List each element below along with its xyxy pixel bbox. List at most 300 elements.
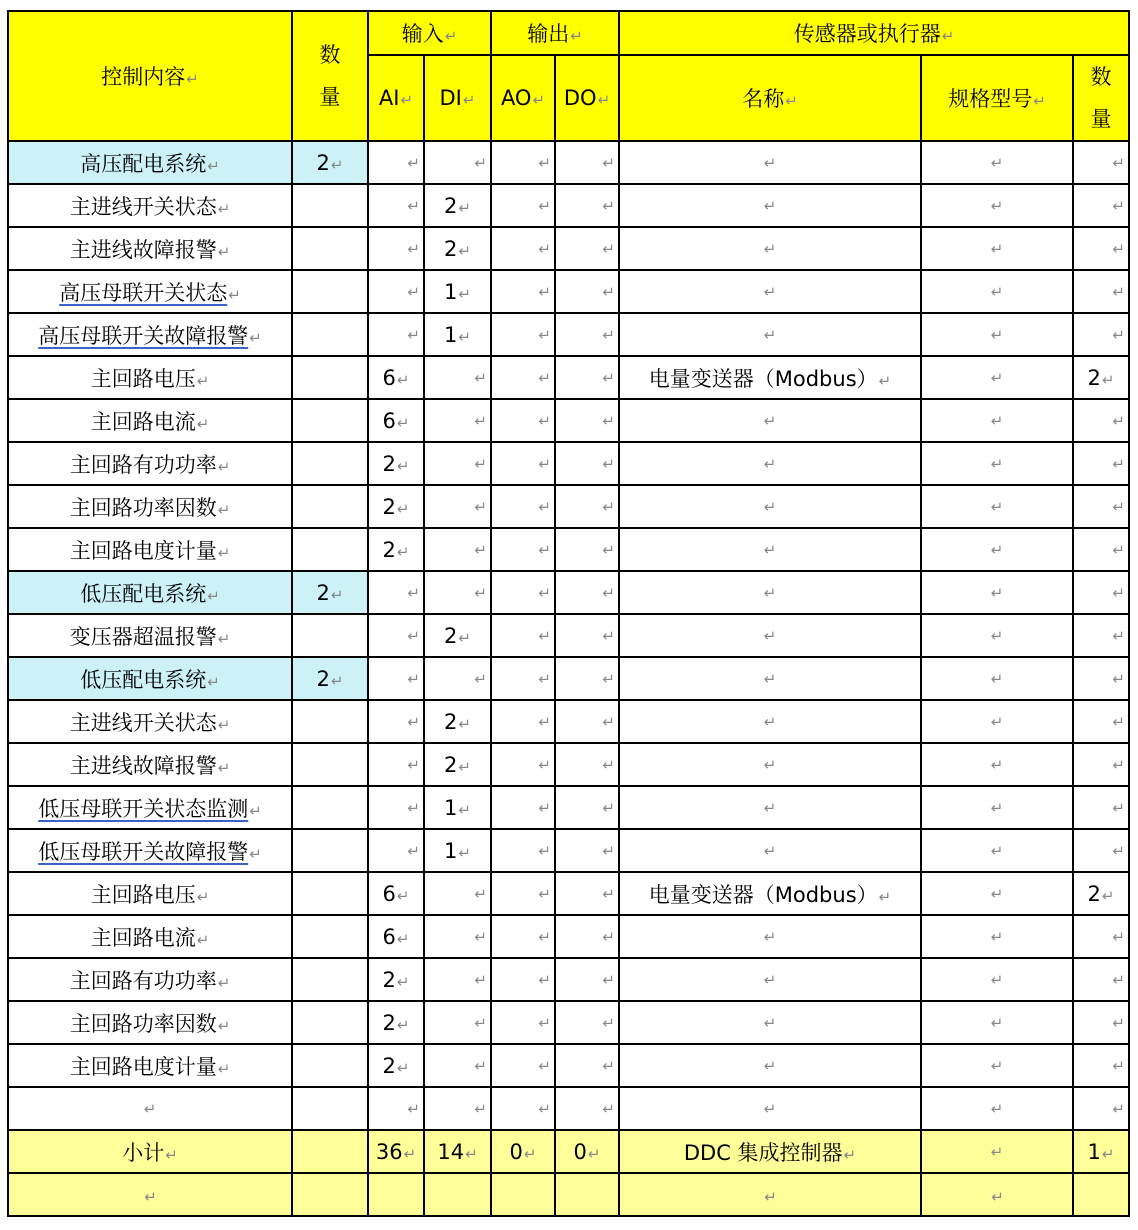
paragraph-mark: ↵ [990, 712, 1004, 731]
paragraph-mark: ↵ [196, 930, 210, 949]
sensor-quantity-cell [1073, 786, 1129, 829]
di-cell [424, 184, 491, 227]
control-cell [8, 1087, 292, 1130]
paragraph-mark: ↵ [602, 196, 615, 215]
paragraph-mark: ↵ [474, 454, 487, 473]
control-cell [8, 743, 292, 786]
header-control-content: 控制内容↵ [8, 11, 292, 141]
table-row [8, 1087, 1129, 1130]
paragraph-mark: ↵ [396, 542, 410, 561]
ai-cell-text: 6 [382, 881, 396, 906]
spec-cell [921, 614, 1073, 657]
ao-cell [491, 958, 555, 1001]
sensor-name-cell [619, 657, 921, 700]
do-cell [555, 141, 619, 184]
paragraph-mark: ↵ [538, 884, 551, 903]
paragraph-mark: ↵ [1101, 1144, 1115, 1163]
spec-cell [921, 399, 1073, 442]
paragraph-mark: ↵ [1112, 669, 1125, 688]
paragraph-mark: ↵ [1112, 712, 1125, 731]
quantity-cell [292, 700, 368, 743]
sensor-quantity-cell [1073, 571, 1129, 614]
ao-cell [491, 485, 555, 528]
paragraph-mark: ↵ [538, 325, 551, 344]
ao-cell [491, 528, 555, 571]
paragraph-mark: ↵ [602, 153, 615, 172]
control-cell [8, 915, 292, 958]
di-cell [424, 270, 491, 313]
table-row [8, 915, 1129, 958]
control-cell [8, 1001, 292, 1044]
control-cell [8, 184, 292, 227]
do-cell [555, 313, 619, 356]
sensor-name-cell-text: 电量变送器（Modbus） [648, 366, 878, 391]
quantity-cell-text: 2 [316, 580, 330, 605]
paragraph-mark: ↵ [407, 841, 420, 860]
control-cell [8, 872, 292, 915]
paragraph-mark: ↵ [602, 583, 615, 602]
control-cell [8, 485, 292, 528]
do-cell [555, 442, 619, 485]
spec-cell [921, 1130, 1073, 1173]
control-cell-text: 主回路功率因数 [69, 495, 217, 520]
control-cell-text: 主回路电压 [90, 882, 196, 907]
ai-cell [368, 657, 424, 700]
control-cell-text: 主进线开关状态 [69, 710, 217, 735]
paragraph-mark: ↵ [878, 371, 892, 390]
sensor-quantity-cell-text: 2 [1087, 881, 1101, 906]
subtotal-row [8, 1130, 1129, 1173]
paragraph-mark: ↵ [207, 672, 220, 691]
spec-cell [921, 485, 1073, 528]
ai-cell [368, 1044, 424, 1087]
di-cell [424, 829, 491, 872]
paragraph-mark: ↵ [990, 669, 1004, 688]
quantity-cell [292, 227, 368, 270]
paragraph-mark: ↵ [990, 497, 1004, 516]
do-cell [555, 958, 619, 1001]
do-cell [555, 614, 619, 657]
paragraph-mark: ↵ [538, 755, 551, 774]
paragraph-mark: ↵ [538, 669, 551, 688]
ao-cell [491, 184, 555, 227]
paragraph-mark: ↵ [538, 239, 551, 258]
paragraph-mark: ↵ [763, 411, 777, 430]
sensor-quantity-cell [1073, 915, 1129, 958]
control-cell-text: 高压母联开关状态 [59, 280, 228, 305]
ai-cell-text: 2 [382, 451, 396, 476]
table-row [8, 399, 1129, 442]
paragraph-mark: ↵ [1112, 626, 1125, 645]
paragraph-mark: ↵ [1112, 1099, 1125, 1118]
di-cell [424, 1173, 491, 1216]
table-row [8, 227, 1129, 270]
paragraph-mark: ↵ [407, 755, 420, 774]
sensor-quantity-cell [1073, 657, 1129, 700]
spec-cell [921, 743, 1073, 786]
paragraph-mark: ↵ [1112, 153, 1125, 172]
sensor-name-cell [619, 399, 921, 442]
paragraph-mark: ↵ [538, 368, 551, 387]
ai-cell [368, 313, 424, 356]
paragraph-mark: ↵ [538, 626, 551, 645]
quantity-cell [292, 399, 368, 442]
paragraph-mark: ↵ [990, 282, 1004, 301]
control-cell [8, 786, 292, 829]
control-cell-text: 主回路电度计量 [69, 538, 217, 563]
ai-cell-text: 2 [382, 537, 396, 562]
paragraph-mark: ↵ [763, 970, 777, 989]
do-cell [555, 1001, 619, 1044]
ao-cell [491, 1087, 555, 1130]
paragraph-mark: ↵ [538, 1099, 551, 1118]
quantity-cell [292, 184, 368, 227]
ai-cell [368, 270, 424, 313]
paragraph-mark: ↵ [474, 1056, 487, 1075]
ai-cell-text: 2 [382, 494, 396, 519]
paragraph-mark: ↵ [396, 886, 410, 905]
paragraph-mark: ↵ [602, 497, 615, 516]
ai-cell [368, 227, 424, 270]
quantity-cell-text: 2 [316, 150, 330, 175]
sensor-quantity-cell [1073, 313, 1129, 356]
di-cell [424, 485, 491, 528]
do-cell [555, 829, 619, 872]
do-cell [555, 915, 619, 958]
paragraph-mark: ↵ [1112, 196, 1125, 215]
paragraph-mark: ↵ [1112, 1056, 1125, 1075]
ao-cell [491, 700, 555, 743]
di-cell-text: 2 [444, 623, 458, 648]
sensor-name-cell [619, 184, 921, 227]
control-cell-text: 主回路电度计量 [69, 1054, 217, 1079]
ai-cell [368, 571, 424, 614]
paragraph-mark: ↵ [217, 1059, 231, 1078]
table-row [8, 485, 1129, 528]
paragraph-mark: ↵ [1101, 370, 1115, 389]
paragraph-mark: ↵ [990, 1099, 1004, 1118]
paragraph-mark: ↵ [763, 712, 777, 731]
paragraph-mark: ↵ [217, 629, 231, 648]
sensor-quantity-cell [1073, 1173, 1129, 1216]
blank-row [8, 1173, 1129, 1216]
quantity-cell [292, 872, 368, 915]
sensor-quantity-cell [1073, 184, 1129, 227]
control-cell-text: 高压母联开关故障报警 [38, 323, 249, 348]
sensor-name-cell [619, 958, 921, 1001]
ai-cell-text: 2 [382, 1010, 396, 1035]
paragraph-mark: ↵ [1112, 1013, 1125, 1032]
paragraph-mark: ↵ [1112, 755, 1125, 774]
paragraph-mark: ↵ [538, 798, 551, 817]
paragraph-mark: ↵ [538, 497, 551, 516]
paragraph-mark: ↵ [587, 1144, 601, 1163]
paragraph-mark: ↵ [990, 626, 1004, 645]
control-cell-text: 主回路电流 [90, 925, 196, 950]
paragraph-mark: ↵ [990, 884, 1004, 903]
control-cell-text: 主进线故障报警 [69, 237, 217, 262]
paragraph-mark: ↵ [763, 626, 777, 645]
paragraph-mark: ↵ [217, 973, 231, 992]
sensor-name-cell [619, 571, 921, 614]
sensor-quantity-cell [1073, 399, 1129, 442]
paragraph-mark: ↵ [407, 325, 420, 344]
di-cell-text: 1 [444, 279, 458, 304]
sensor-name-cell [619, 270, 921, 313]
paragraph-mark: ↵ [165, 1145, 178, 1164]
paragraph-mark: ↵ [990, 970, 1004, 989]
paragraph-mark: ↵ [458, 843, 471, 862]
table-row [8, 356, 1129, 399]
di-cell [424, 958, 491, 1001]
di-cell [424, 872, 491, 915]
control-cell-text: 变压器超温报警 [69, 624, 217, 649]
paragraph-mark: ↵ [602, 1013, 615, 1032]
paragraph-mark: ↵ [407, 669, 420, 688]
paragraph-mark: ↵ [1112, 540, 1125, 559]
control-cell [8, 442, 292, 485]
io-point-table [7, 10, 1130, 1217]
ao-cell-text: 0 [509, 1139, 523, 1164]
paragraph-mark: ↵ [763, 841, 777, 860]
paragraph-mark: ↵ [602, 1099, 615, 1118]
control-cell [8, 958, 292, 1001]
paragraph-mark: ↵ [407, 712, 420, 731]
paragraph-mark: ↵ [474, 497, 487, 516]
spec-cell [921, 872, 1073, 915]
table-row [8, 184, 1129, 227]
paragraph-mark: ↵ [396, 370, 410, 389]
di-cell-text: 1 [444, 838, 458, 863]
paragraph-mark: ↵ [217, 500, 231, 519]
paragraph-mark: ↵ [538, 196, 551, 215]
header-sensor-actuator: 传感器或执行器↵ [619, 11, 1129, 55]
ao-cell [491, 1130, 555, 1173]
ao-cell [491, 743, 555, 786]
quantity-cell [292, 356, 368, 399]
paragraph-mark: ↵ [763, 325, 777, 344]
paragraph-mark: ↵ [538, 411, 551, 430]
header-name: 名称↵ [619, 55, 921, 141]
di-cell [424, 1044, 491, 1087]
sensor-quantity-cell [1073, 1130, 1129, 1173]
paragraph-mark: ↵ [396, 929, 410, 948]
paragraph-mark: ↵ [207, 156, 220, 175]
table-row [8, 743, 1129, 786]
paragraph-mark: ↵ [990, 841, 1004, 860]
quantity-cell [292, 1044, 368, 1087]
ai-cell-text: 2 [382, 967, 396, 992]
paragraph-mark: ↵ [763, 927, 777, 946]
di-cell [424, 1130, 491, 1173]
paragraph-mark: ↵ [1112, 798, 1125, 817]
sensor-quantity-cell [1073, 1044, 1129, 1087]
paragraph-mark: ↵ [474, 1013, 487, 1032]
paragraph-mark: ↵ [217, 1016, 231, 1035]
spec-cell [921, 1044, 1073, 1087]
paragraph-mark: ↵ [763, 583, 777, 602]
di-cell [424, 528, 491, 571]
paragraph-mark: ↵ [407, 626, 420, 645]
paragraph-mark: ↵ [763, 153, 777, 172]
quantity-cell [292, 485, 368, 528]
paragraph-mark: ↵ [474, 927, 487, 946]
ai-cell-text: 6 [382, 408, 396, 433]
paragraph-mark: ↵ [990, 927, 1004, 946]
paragraph-mark: ↵ [602, 927, 615, 946]
control-cell [8, 571, 292, 614]
spec-cell [921, 442, 1073, 485]
ai-cell [368, 915, 424, 958]
paragraph-mark: ↵ [407, 798, 420, 817]
di-cell-text: 2 [444, 752, 458, 777]
paragraph-mark: ↵ [196, 371, 210, 390]
ai-cell-text: 6 [382, 365, 396, 390]
paragraph-mark: ↵ [403, 1144, 417, 1163]
paragraph-mark: ↵ [1112, 325, 1125, 344]
quantity-cell [292, 786, 368, 829]
do-cell [555, 743, 619, 786]
paragraph-mark: ↵ [538, 1056, 551, 1075]
sensor-name-cell [619, 1044, 921, 1087]
paragraph-mark: ↵ [458, 198, 471, 217]
quantity-cell [292, 829, 368, 872]
paragraph-mark: ↵ [407, 282, 420, 301]
quantity-cell [292, 442, 368, 485]
sensor-name-cell [619, 485, 921, 528]
paragraph-mark: ↵ [396, 1015, 410, 1034]
header-output: 输出↵ [491, 11, 619, 55]
header-ai: AI↵ [368, 55, 424, 141]
paragraph-mark: ↵ [474, 884, 487, 903]
paragraph-mark: ↵ [407, 153, 420, 172]
quantity-cell [292, 571, 368, 614]
paragraph-mark: ↵ [990, 153, 1004, 172]
ai-cell [368, 442, 424, 485]
paragraph-mark: ↵ [763, 669, 777, 688]
control-cell [8, 399, 292, 442]
paragraph-mark: ↵ [538, 282, 551, 301]
control-cell [8, 227, 292, 270]
paragraph-mark: ↵ [602, 325, 615, 344]
table-row [8, 571, 1129, 614]
quantity-cell [292, 958, 368, 1001]
sensor-quantity-cell [1073, 141, 1129, 184]
paragraph-mark: ↵ [990, 1013, 1004, 1032]
ai-cell [368, 958, 424, 1001]
ao-cell [491, 313, 555, 356]
sensor-name-cell [619, 1173, 921, 1216]
control-cell-text: 主回路电压 [90, 366, 196, 391]
ai-cell [368, 743, 424, 786]
ai-cell [368, 356, 424, 399]
paragraph-mark: ↵ [602, 884, 615, 903]
di-cell-text: 2 [444, 193, 458, 218]
paragraph-mark: ↵ [217, 715, 231, 734]
header-spec: 规格型号↵ [921, 55, 1073, 141]
paragraph-mark: ↵ [602, 282, 615, 301]
paragraph-mark: ↵ [602, 239, 615, 258]
paragraph-mark: ↵ [249, 844, 262, 863]
sensor-name-cell [619, 227, 921, 270]
ai-cell [368, 399, 424, 442]
control-cell [8, 270, 292, 313]
paragraph-mark: ↵ [407, 583, 420, 602]
paragraph-mark: ↵ [458, 327, 471, 346]
paragraph-mark: ↵ [602, 841, 615, 860]
table-body [8, 141, 1129, 1216]
ao-cell [491, 270, 555, 313]
paragraph-mark: ↵ [396, 413, 410, 432]
paragraph-mark: ↵ [602, 798, 615, 817]
paragraph-mark: ↵ [878, 887, 892, 906]
quantity-cell [292, 1087, 368, 1130]
table-row [8, 829, 1129, 872]
ao-cell [491, 1044, 555, 1087]
table-row [8, 141, 1129, 184]
paragraph-mark: ↵ [474, 368, 487, 387]
control-cell [8, 829, 292, 872]
ao-cell [491, 356, 555, 399]
paragraph-mark: ↵ [763, 1056, 777, 1075]
sensor-quantity-cell [1073, 270, 1129, 313]
paragraph-mark: ↵ [1112, 454, 1125, 473]
ao-cell [491, 442, 555, 485]
ai-cell [368, 1087, 424, 1130]
paragraph-mark: ↵ [990, 583, 1004, 602]
paragraph-mark: ↵ [763, 196, 777, 215]
sensor-name-cell [619, 1130, 921, 1173]
sensor-quantity-cell-text: 1 [1087, 1139, 1101, 1164]
sensor-name-cell [619, 915, 921, 958]
sensor-name-cell [619, 786, 921, 829]
spec-cell [921, 571, 1073, 614]
table-row [8, 270, 1129, 313]
sensor-name-cell [619, 442, 921, 485]
paragraph-mark: ↵ [602, 755, 615, 774]
paragraph-mark: ↵ [763, 1099, 777, 1118]
do-cell [555, 1087, 619, 1130]
paragraph-mark: ↵ [396, 456, 410, 475]
do-cell [555, 1044, 619, 1087]
paragraph-mark: ↵ [228, 285, 241, 304]
sensor-name-cell [619, 313, 921, 356]
paragraph-mark: ↵ [407, 196, 420, 215]
spec-cell [921, 657, 1073, 700]
paragraph-mark: ↵ [1101, 886, 1115, 905]
paragraph-mark: ↵ [990, 368, 1004, 387]
spec-cell [921, 1001, 1073, 1044]
control-cell [8, 700, 292, 743]
sensor-quantity-cell [1073, 356, 1129, 399]
ai-cell [368, 614, 424, 657]
di-cell-text: 14 [437, 1139, 465, 1164]
do-cell [555, 184, 619, 227]
sensor-name-cell-text: 电量变送器（Modbus） [648, 882, 878, 907]
paragraph-mark: ↵ [465, 1144, 478, 1163]
ao-cell [491, 829, 555, 872]
paragraph-mark: ↵ [763, 755, 777, 774]
ao-cell [491, 227, 555, 270]
spec-cell [921, 313, 1073, 356]
quantity-cell [292, 1173, 368, 1216]
ao-cell [491, 657, 555, 700]
di-cell [424, 227, 491, 270]
table-row [8, 700, 1129, 743]
table-row [8, 442, 1129, 485]
table-row [8, 958, 1129, 1001]
paragraph-mark: ↵ [523, 1144, 537, 1163]
